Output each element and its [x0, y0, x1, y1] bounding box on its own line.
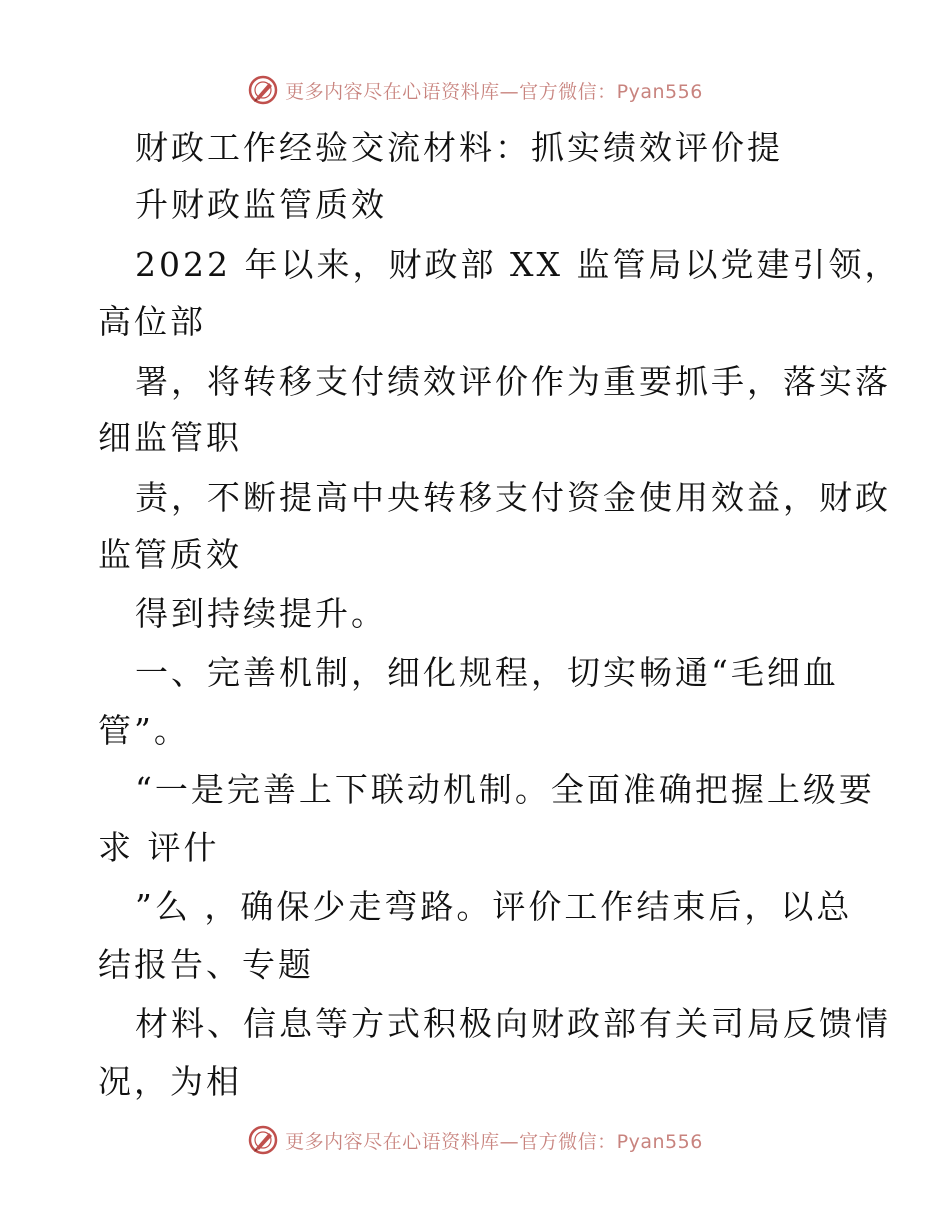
paragraph-line: 2022 年以来，财政部 XX 监管局以党建引领，: [135, 245, 901, 284]
paragraph-line: 监管质效: [98, 535, 242, 574]
header-watermark: [0, 70, 950, 110]
pen-seal-icon: [247, 1124, 279, 1156]
section-heading-line: 一、完善机制，细化规程，切实畅通“毛细血: [135, 653, 839, 692]
paragraph-line: 况，为相: [98, 1062, 242, 1101]
paragraph-line: 得到持续提升。: [135, 594, 387, 633]
paragraph-line: 求 评什: [98, 828, 220, 867]
paragraph-line: 细监管职: [98, 418, 242, 457]
section-heading-line: 管”。: [98, 711, 190, 750]
watermark-text: 更多内容尽在心语资料库—官方微信：Pyan556: [285, 1130, 703, 1153]
paragraph-line: 高位部: [98, 302, 206, 341]
watermark-text: 更多内容尽在心语资料库—官方微信：Pyan556: [285, 80, 703, 103]
paragraph-line: “一是完善上下联动机制。全面准确把握上级要: [135, 770, 875, 809]
document-title-line-2: 升财政监管质效: [135, 185, 387, 224]
paragraph-line: ”么 ，确保少走弯路。评价工作结束后，以总: [135, 887, 853, 926]
pen-seal-icon: [247, 74, 279, 106]
footer-watermark: [0, 1120, 950, 1160]
paragraph-line: 责，不断提高中央转移支付资金使用效益，财政: [135, 478, 891, 517]
document-title-line-1: 财政工作经验交流材料：抓实绩效评价提: [135, 128, 783, 167]
paragraph-line: 材料、信息等方式积极向财政部有关司局反馈情: [135, 1004, 891, 1043]
paragraph-line: 结报告、专题: [98, 945, 314, 984]
paragraph-line: 署，将转移支付绩效评价作为重要抓手，落实落: [135, 362, 891, 401]
